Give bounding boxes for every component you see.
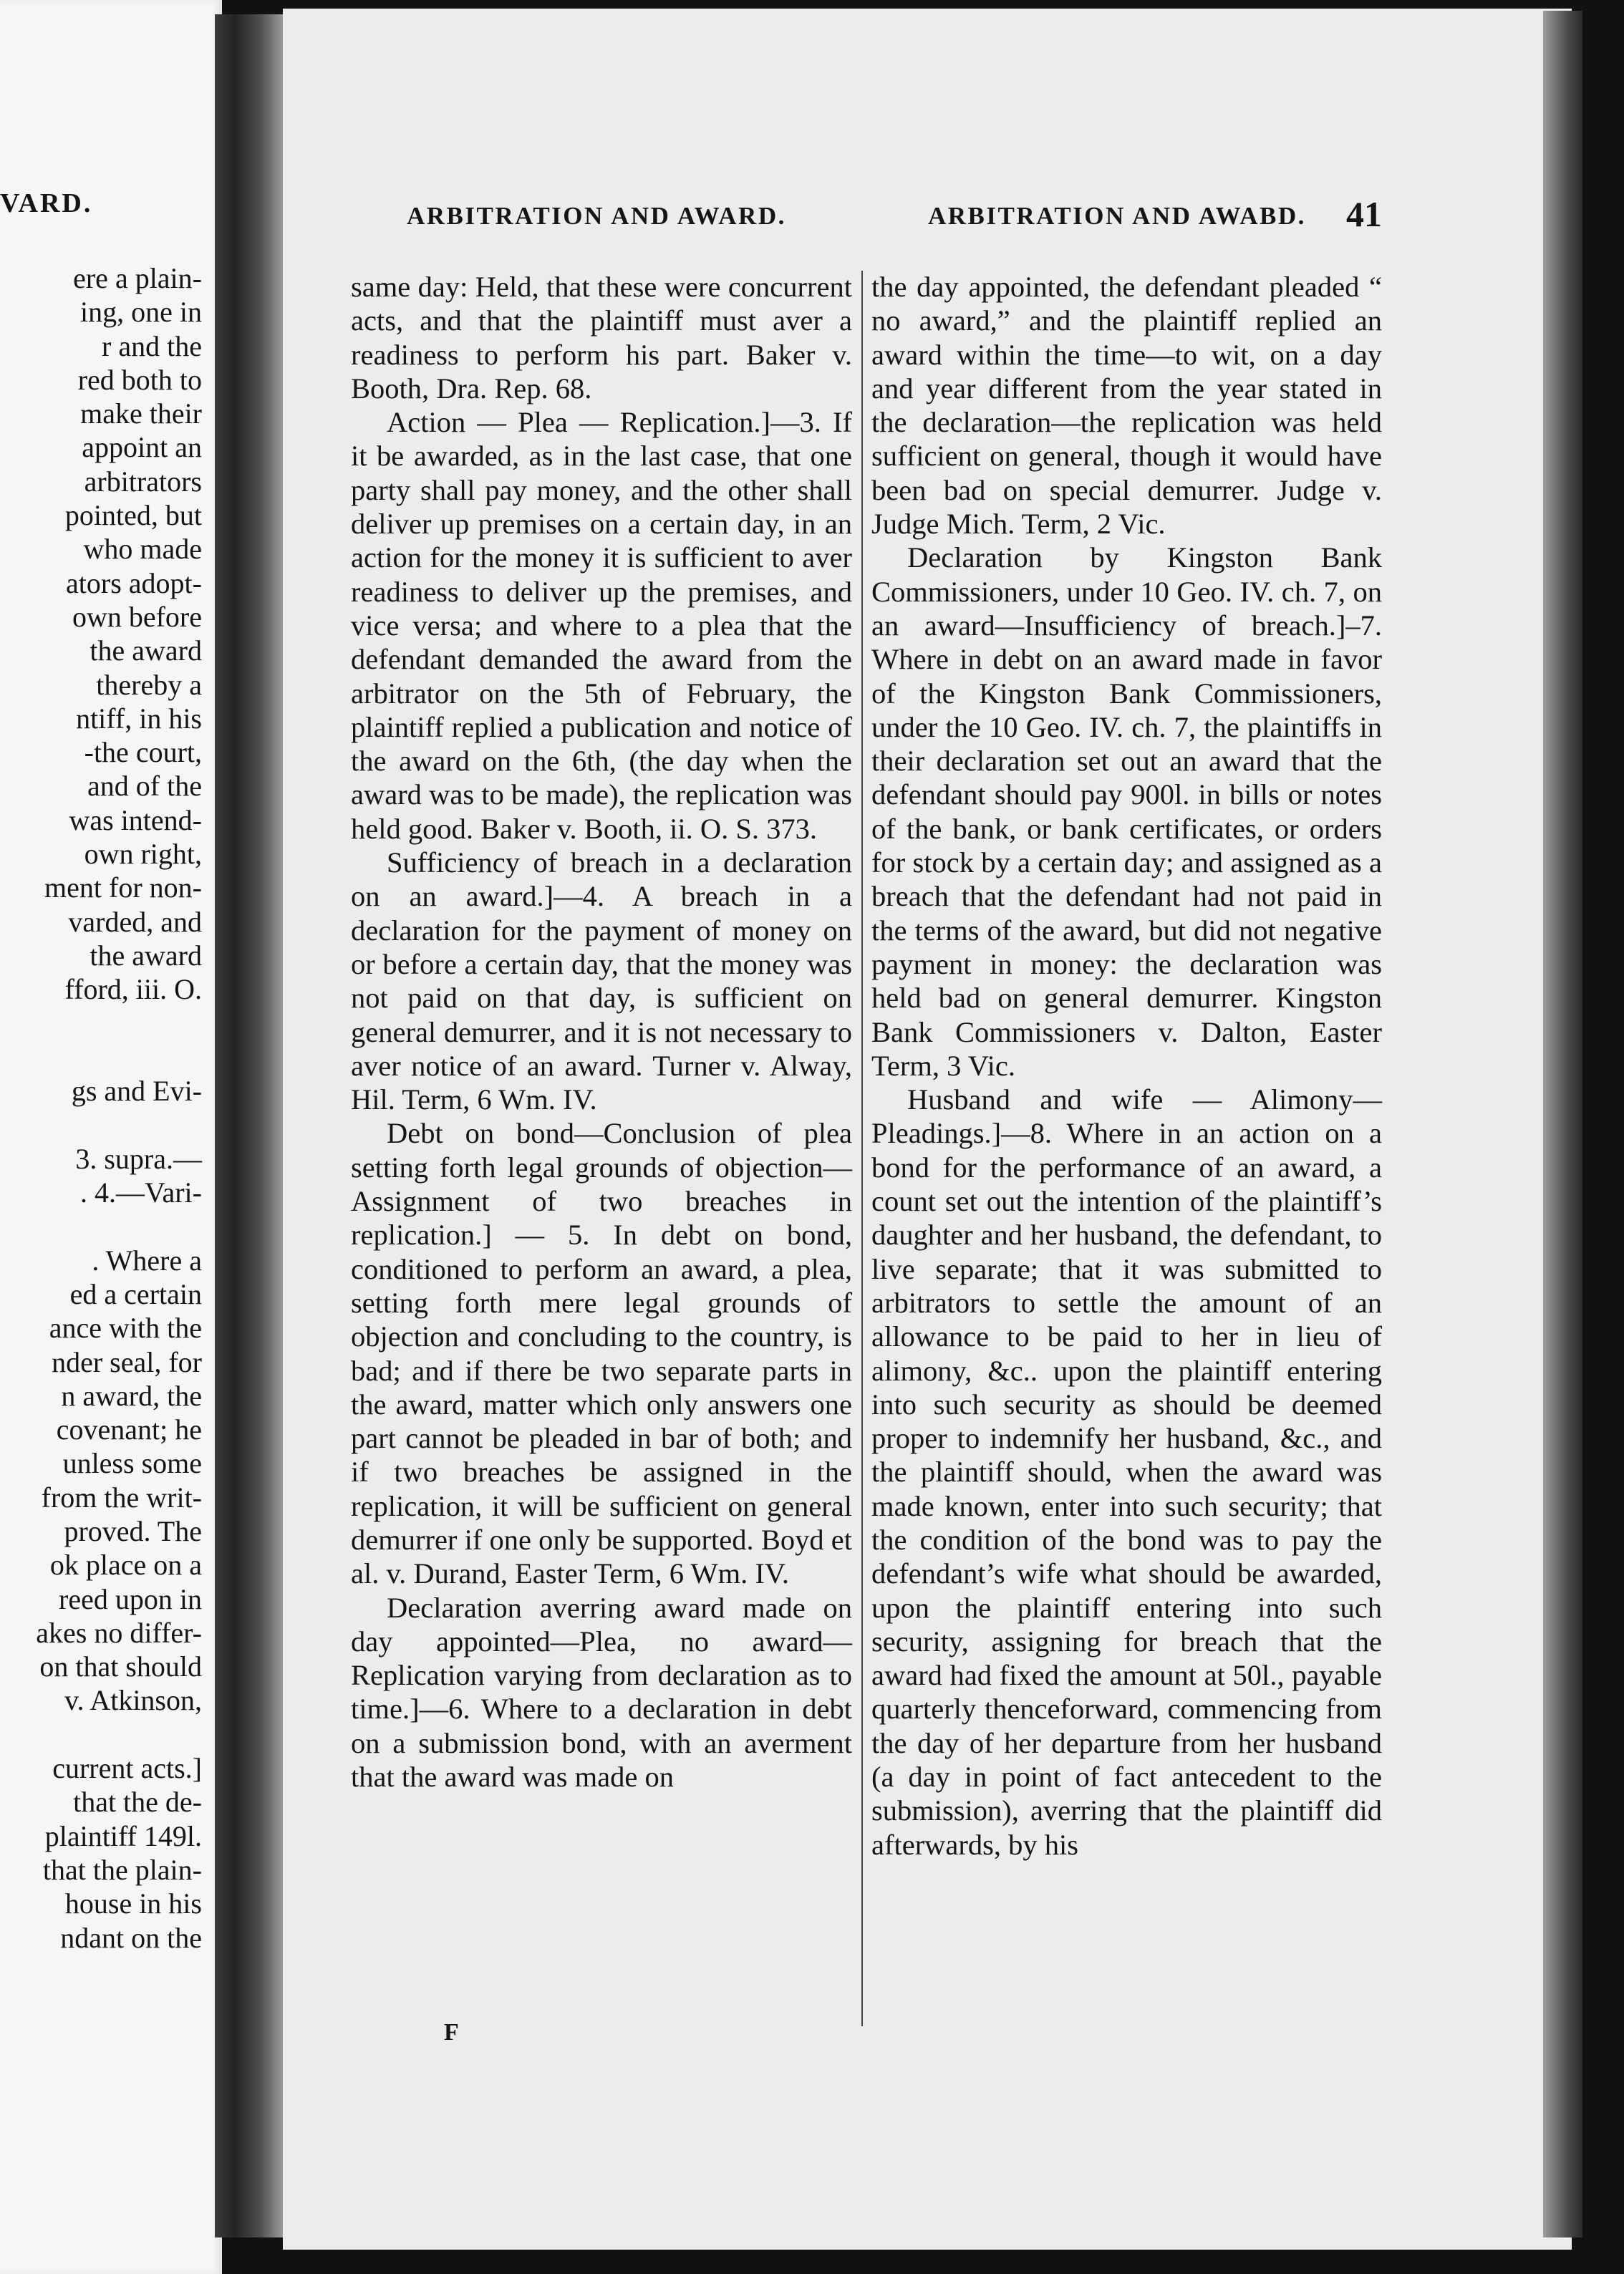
left-page-line: nder seal, for <box>52 1345 202 1378</box>
running-header-left: ARBITRATION AND AWARD. <box>407 202 786 230</box>
book-gutter <box>215 14 294 2237</box>
left-page-line: and of the <box>87 770 202 803</box>
signature-mark: F <box>444 2019 459 2046</box>
left-page-line <box>0 1108 202 1141</box>
running-header <box>407 194 1388 235</box>
left-page-line: ed a certain <box>69 1277 202 1310</box>
left-page-line: fford, iii. O. <box>64 973 202 1006</box>
left-page-line: plaintiff 149l. <box>44 1819 202 1852</box>
left-page-line <box>0 1718 202 1751</box>
right-column <box>871 270 1382 1862</box>
left-page-line: thereby a <box>96 668 202 701</box>
left-page-line: ndant on the <box>60 1921 202 1954</box>
left-page-line: from the writ- <box>41 1481 202 1514</box>
left-page-line: ere a plain- <box>73 262 202 294</box>
paragraph: Action — Plea — Replication.]—3. If it be awarded, as in the last case, that one party shall pay money, and the other shall deliver up premises on a certain day, in an action for the money it is sufficient to aver readiness to deliver up the premises, and vice versa; and where to a plea that the defendant demanded the award from the arbitrator on the 5th of February, the plaintiff replied a publication and notice of the award on the 6th, (the day when the award was to be made), the replication was held good. Baker v. Booth, ii. O. S. 373. <box>351 406 852 845</box>
running-header-right: ARBITRATION AND AWABD. <box>928 202 1306 230</box>
left-page-line: that the de- <box>73 1786 202 1819</box>
left-page-line: ok place on a <box>49 1549 202 1582</box>
left-page-line: proved. The <box>64 1514 202 1547</box>
left-page-line: r and the <box>102 329 202 362</box>
left-page-line: that the plain- <box>42 1853 202 1886</box>
left-page-line: ment for non- <box>44 871 202 904</box>
left-page-line: unless some <box>62 1447 202 1480</box>
left-page-line: the award <box>90 634 202 667</box>
page-number: 41 <box>1346 194 1382 234</box>
paragraph: Declaration by Kingston Bank Commissioners, under 10 Geo. IV. ch. 7, on an award—Insufficiency of breach.]–7. Where in debt on an award made in favor of the Kingston Bank Commissioners, under the 10 Geo. IV. ch. 7, the plaintiffs in their declaration set out an award that the defendant should pay 900l. in bills or notes of the bank, or bank certificates, or orders for stock by a certain day; and assigned as a breach that the defendant had not paid in the terms of the award, but did not negative payment in money: the declaration was held bad on general demurrer. Kingston Bank Commissioners v. Dalton, Easter Term, 3 Vic. <box>871 541 1382 1082</box>
paragraph: Declaration averring award made on day appointed—Plea, no award—Replication varying from declaration as to time.]—6. Where to a declaration in debt on a submission bond, with an averment that the award was made on <box>351 1591 852 1794</box>
left-page-line: who made <box>83 533 202 566</box>
left-page-line: own before <box>72 600 202 633</box>
left-page-line: on that should <box>39 1650 202 1683</box>
left-page-line: own right, <box>84 838 202 871</box>
left-page-line: n award, the <box>61 1379 202 1412</box>
left-page-line: 3. supra.— <box>75 1142 202 1175</box>
left-page-line <box>0 1007 202 1040</box>
left-page-line: ators adopt- <box>66 566 202 599</box>
left-page-line: pointed, but <box>64 499 202 532</box>
left-page-line: ing, one in <box>80 296 202 329</box>
paragraph: Sufficiency of breach in a declaration on an award.]—4. A breach in a declaration for the payment of money on or before a certain day, that the money was not paid on that day, is sufficient on general demurrer, and it is not necessary to aver notice of an award. Turner v. Alway, Hil. Term, 6 Wm. IV. <box>351 846 852 1116</box>
paragraph: the day appointed, the defendant pleaded “ no award,” and the plaintiff replied an award within the time—to wit, on a day and year different from the year stated in the declaration—the replication was held sufficient on general, though it would have been bad on special demurrer. Judge v. Judge Mich. Term, 2 Vic. <box>871 271 1382 541</box>
left-page-line: house in his <box>64 1887 202 1920</box>
left-page-line: red both to <box>77 363 202 396</box>
page-edge <box>1543 11 1582 2237</box>
left-page-line: the award <box>90 939 202 972</box>
left-page-line: gs and Evi- <box>71 1075 202 1108</box>
left-page-line: reed upon in <box>59 1582 202 1615</box>
left-page-line: make their <box>80 397 202 430</box>
left-page-line: ntiff, in his <box>76 702 202 735</box>
left-column <box>351 270 852 1794</box>
left-page-line: . 4.—Vari- <box>80 1176 202 1209</box>
left-page-line: current acts.] <box>52 1752 202 1785</box>
left-facing-page <box>0 0 222 2274</box>
left-page-line: was intend- <box>69 803 202 836</box>
paragraph: same day: Held, that these were concurrent acts, and that the plaintiff must aver a readiness to perform his part. Baker v. Booth, Dra. Rep. 68. <box>351 271 852 405</box>
left-page-line: arbitrators <box>84 465 202 498</box>
left-page-line: akes no differ- <box>36 1616 202 1649</box>
left-page-line: . Where a <box>92 1244 202 1277</box>
left-page-line <box>0 1209 202 1243</box>
paragraph: Husband and wife — Alimony— Pleadings.]—8. Where in an action on a bond for the performance of an award, a count set out the intention of the plaintiff’s daughter and her husband, the defendant, to live separate; that it was submitted to arbitrators to settle the amount of an allowance to be paid to her in lieu of alimony, &c.. upon the plaintiff entering into such security as should be deemed proper to indemnify her husband, &c., and the plaintiff should, when the award was made known, enter into such security; that the condition of the bond was to pay the defendant’s wife what should be awarded, upon the plaintiff entering into such security, assigning for breach that the award had fixed the amount at 50l., payable quarterly thenceforward, commencing from the day of her departure from her husband (a day in point of fact antecedent to the submission), averring that the plaintiff did afterwards, by his <box>871 1083 1382 1861</box>
left-page-line: v. Atkinson, <box>64 1684 202 1717</box>
left-page-line: covenant; he <box>56 1413 202 1446</box>
left-page-line: varded, and <box>68 905 202 938</box>
left-page-header: VARD. <box>0 188 93 218</box>
left-page-line: -the court, <box>84 736 202 769</box>
left-page-text <box>0 261 202 1955</box>
left-page-line: ance with the <box>49 1312 202 1345</box>
paragraph: Debt on bond—Conclusion of plea setting forth legal grounds of objection—Assignment of two breaches in replication.] — 5. In debt on bond, conditioned to perform an award, a plea, setting forth mere legal grounds of objection and concluding to the country, is bad; and if there be two separate parts in the award, matter which only answers one part cannot be pleaded in bar of both; and if two breaches be assigned in the replication, it will be sufficient on general demurrer if one only be supported. Boyd et al. v. Durand, Easter Term, 6 Wm. IV. <box>351 1117 852 1590</box>
left-page-line: appoint an <box>82 431 202 464</box>
column-rule <box>861 271 863 2026</box>
left-page-line <box>0 1040 202 1074</box>
